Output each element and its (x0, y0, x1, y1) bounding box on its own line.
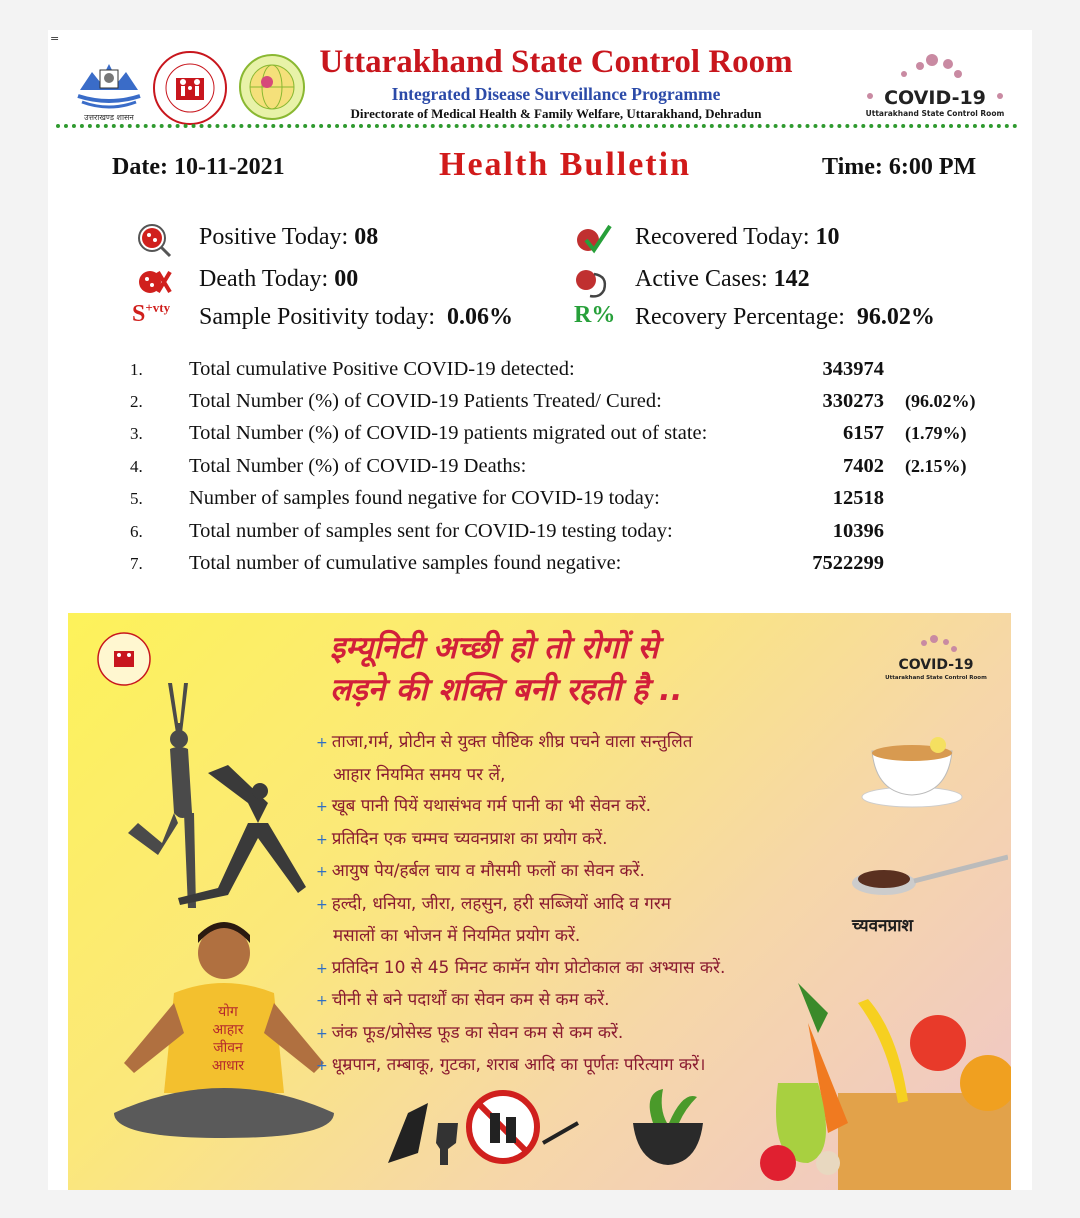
summary-row: 6. Total number of samples sent for COVID-19 testing today: 10396 (130, 520, 884, 542)
active-cases (635, 266, 810, 293)
rpct-value: 96.02% (856, 304, 935, 330)
spos-value: 0.06% (447, 304, 514, 330)
poster-title (330, 627, 750, 711)
poster-title-line2: लड़ने की शक्ति बनी रहती है .. (330, 672, 683, 708)
list-item: मसालों का भोजन में नियमित प्रयोग करें. (333, 926, 581, 946)
poster-covid-logo-icon (884, 633, 988, 683)
recovery-badge: R% (574, 302, 616, 328)
idsp-globe-icon (237, 52, 307, 122)
list-item: + जंक फूड/प्रोसेस्ड फूड का सेवन कम से कम करें. (316, 1022, 624, 1043)
header-divider (56, 124, 1018, 128)
list-item: + चीनी से बने पदार्थों का सेवन कम से कम करें. (316, 990, 610, 1010)
covid19-logo-icon (860, 52, 1010, 122)
chyawanprash-label: च्यवनप्राश (852, 916, 914, 936)
recovered-today (635, 224, 839, 251)
death-today (199, 266, 358, 293)
summary-row: 5. Number of samples found negative for COVID-19 today: 12518 (130, 487, 884, 509)
sample-positivity (199, 304, 513, 331)
uk-caption: उत्तराखण्ड शासन (84, 113, 134, 122)
menu-icon[interactable]: = (50, 32, 60, 45)
uttarakhand-emblem-icon (70, 50, 148, 122)
list-item: + ताजा,गर्म, प्रोटीन से युक्त पौष्टिक शीघ्र पचने वाला सन्तुलित (316, 732, 693, 752)
control-room-title: Uttarakhand State Control Room (319, 44, 793, 80)
summary-row: 7. Total number of cumulative samples found negative: 7522299 (130, 552, 884, 574)
poster-advice-list (316, 727, 786, 1083)
death-value: 00 (334, 266, 359, 292)
chyawanprash-spoon-icon (848, 853, 1008, 903)
list-item: + खूब पानी पियें यथासंभव गर्म पानी का भी सेवन करें. (316, 796, 652, 816)
covid-logo-title: COVID-19 (884, 87, 986, 109)
programme-subtitle: Integrated Disease Surveillance Programme (391, 84, 721, 104)
summary-row: 4. Total Number (%) of COVID-19 Deaths: 7402 (2.15%) (130, 455, 967, 477)
list-item: + आयुष पेय/हर्बल चाय व मौसमी फलों का सेवन करें. (316, 861, 645, 881)
virus-search-icon (134, 220, 174, 260)
bulletin-time: Time: 6:00 PM (822, 154, 977, 180)
poster-title-line1: इम्यूनिटी अच्छी हो तो रोगों से (330, 630, 659, 666)
list-item: आहार नियमित समय पर लें, (333, 764, 506, 785)
list-item: + हल्दी, धनिया, जीरा, लहसुन, हरी सब्जियों आदि व गरम (316, 893, 671, 914)
immunity-poster (68, 613, 1011, 1190)
death-label: Death Today: (199, 266, 329, 292)
spos-label: Sample Positivity today: (199, 304, 436, 330)
herbal-tea-icon (852, 731, 972, 811)
yoga-shirt-text: योग आहार जीवन आधार (211, 1004, 245, 1074)
yoga-poses-icon (108, 673, 308, 923)
sample-positivity-badge: $S^{+vty}$ (132, 300, 171, 327)
viewer-bottom-bar (0, 1190, 1080, 1218)
rpct-label: Recovery Percentage: (635, 304, 845, 330)
fruits-basket-icon (748, 963, 1011, 1190)
herbs-mortar-icon (623, 1083, 713, 1173)
virus-hand-icon (572, 262, 612, 302)
active-value: 142 (773, 266, 810, 292)
recovered-value: 10 (815, 224, 840, 250)
virus-cross-icon (134, 262, 174, 302)
virus-check-icon (572, 220, 612, 260)
recovered-label: Recovered Today: (635, 224, 810, 250)
positive-today (199, 224, 378, 251)
covid-logo-caption: Uttarakhand State Control Room (865, 109, 1005, 118)
list-item: + प्रतिदिन एक चम्मच च्यवनप्राश का प्रयोग करें. (316, 828, 608, 849)
summary-row: 1. Total cumulative Positive COVID-19 detected: 343974 (130, 358, 884, 380)
svg-text:COVID-19: COVID-19 (898, 657, 974, 673)
positive-value: 08 (354, 224, 379, 250)
recovery-percentage (635, 304, 935, 331)
bulletin-date: Date: 10-11-2021 (112, 154, 285, 180)
list-item: + प्रतिदिन 10 से 45 मिनट कामॅन योग प्रोटोकाल का अभ्यास करें. (316, 957, 726, 978)
nhm-logo-icon (150, 48, 230, 128)
svg-text:Uttarakhand State Control Room: Uttarakhand State Control Room (885, 675, 987, 681)
summary-row: 2. Total Number (%) of COVID-19 Patients Treated/ Cured: 330273 (96.02%) (130, 390, 976, 412)
no-alcohol-tobacco-icon (378, 1083, 588, 1173)
list-item: + धूम्रपान, तम्बाकू, गुटका, शराब आदि का पूर्णतः परित्याग करें। (316, 1055, 706, 1075)
active-label: Active Cases: (635, 266, 768, 292)
bulletin-heading: Health Bulletin (439, 146, 691, 183)
directorate-line: Directorate of Medical Health & Family Welfare, Uttarakhand, Dehradun (350, 106, 762, 121)
positive-label: Positive Today: (199, 224, 349, 250)
summary-row: 3. Total Number (%) of COVID-19 patients migrated out of state: 6157 (1.79%) (130, 422, 967, 444)
